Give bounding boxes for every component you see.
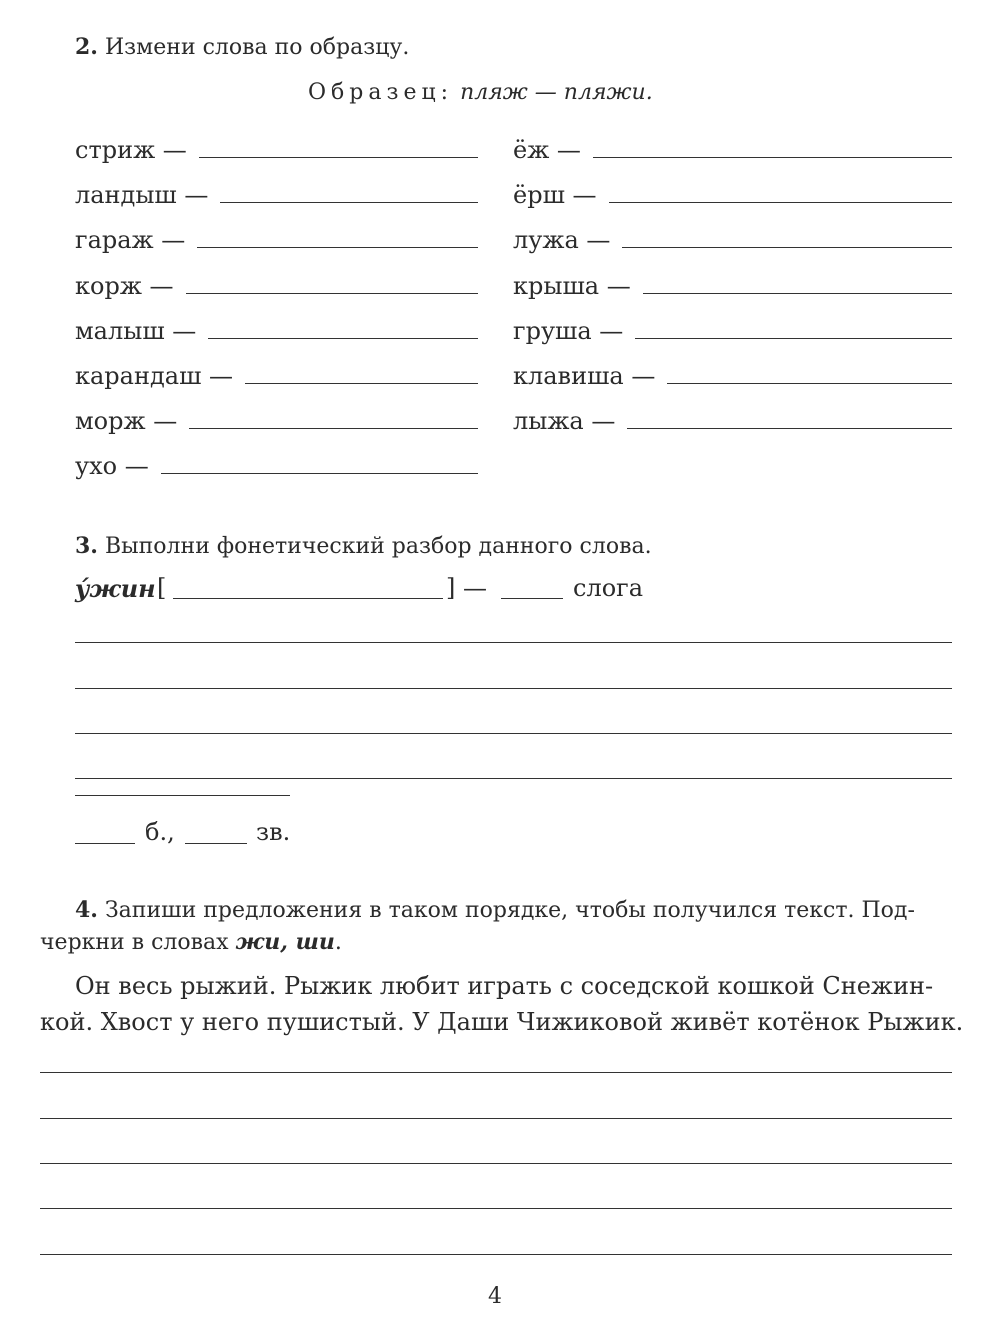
word-row (513, 136, 952, 164)
task4-instruction-line1 (75, 897, 915, 923)
task4-instruction-text: Запиши предложения в таком порядке, чтобы получился текст. Под- (104, 898, 915, 923)
word-row (513, 226, 952, 254)
analysis-line-5[interactable] (75, 795, 290, 796)
task4-number: 4. (75, 897, 98, 923)
task2-instruction: Измени слова по образцу. (104, 35, 410, 60)
word-label: груша — (513, 316, 624, 345)
sample-label: Образец: (308, 80, 454, 105)
answer-blank[interactable] (161, 473, 478, 474)
word-row (75, 226, 478, 254)
analysis-line-2[interactable] (75, 688, 952, 689)
analysis-line-1[interactable] (75, 642, 952, 643)
task3-number: 3. (75, 533, 98, 559)
page-number: 4 (488, 1284, 502, 1309)
word-analysis-line (75, 574, 156, 603)
word-label: лужа — (513, 226, 611, 255)
sample-value: пляж — пляжи. (460, 80, 653, 105)
letters-count-blank[interactable] (75, 843, 135, 844)
answer-line-5[interactable] (40, 1254, 952, 1255)
word-row (75, 272, 478, 300)
word-label: лыжа — (513, 407, 616, 436)
transcription-blank[interactable] (173, 598, 443, 599)
syllable-count-blank[interactable] (501, 598, 563, 599)
word-row (75, 452, 478, 480)
answer-blank[interactable] (245, 383, 478, 384)
word-row (75, 317, 478, 345)
sounds-suffix: зв. (256, 818, 291, 846)
word-label: гараж — (75, 226, 186, 255)
task2-heading (75, 34, 409, 60)
answer-blank[interactable] (189, 428, 478, 429)
sounds-count-blank[interactable] (185, 843, 247, 844)
analysis-line-3[interactable] (75, 733, 952, 734)
answer-line-1[interactable] (40, 1072, 952, 1073)
task4-instruction-line2 (40, 929, 342, 955)
answer-blank[interactable] (186, 293, 478, 294)
word-label: ёж — (513, 136, 581, 164)
word-label: карандаш — (75, 362, 234, 390)
word-label: ёрш — (513, 181, 597, 210)
word-row (513, 272, 952, 300)
task4-text-line1: Он весь рыжий. Рыжик любит играть с соседской кошкой Снежин- (75, 972, 934, 1000)
word-row (75, 407, 478, 435)
word-label: морж — (75, 407, 178, 436)
task4-letter-combos: жи, ши (235, 929, 335, 955)
answer-blank[interactable] (220, 202, 478, 203)
task4-instruction-suffix: . (334, 930, 342, 955)
word-row (513, 407, 952, 435)
task3-instruction: Выполни фонетический разбор данного слова. (104, 534, 652, 559)
answer-blank[interactable] (635, 338, 952, 339)
word-row (75, 362, 478, 390)
answer-blank[interactable] (643, 293, 952, 294)
answer-blank[interactable] (609, 202, 952, 203)
word-label: малыш — (75, 316, 197, 345)
answer-blank[interactable] (622, 247, 952, 248)
analysis-word: у́жин (75, 574, 156, 603)
answer-blank[interactable] (667, 383, 952, 384)
word-label: ухо — (75, 452, 149, 481)
sample-line (308, 80, 653, 105)
task4-instruction-prefix: черкни в словах (40, 930, 229, 955)
word-row (75, 136, 478, 164)
word-row (513, 181, 952, 209)
answer-blank[interactable] (197, 247, 478, 248)
answer-line-3[interactable] (40, 1163, 952, 1164)
syllables-suffix: слога (573, 574, 644, 602)
task4-text-line2: кой. Хвост у него пушистый. У Даши Чижиковой живёт котёнок Рыжик. (40, 1008, 964, 1036)
word-row (75, 181, 478, 209)
word-label: ландыш — (75, 181, 209, 210)
answer-line-2[interactable] (40, 1118, 952, 1119)
task3-heading (75, 533, 652, 559)
answer-blank[interactable] (593, 157, 952, 158)
letters-suffix: б., (145, 818, 175, 846)
word-label: корж — (75, 271, 174, 300)
answer-blank[interactable] (208, 338, 478, 339)
close-bracket: ] — (446, 574, 487, 602)
word-label: крыша — (513, 271, 631, 300)
analysis-line-4[interactable] (75, 778, 952, 779)
word-label: стриж — (75, 136, 187, 164)
task2-number: 2. (75, 34, 98, 60)
word-row (513, 362, 952, 390)
answer-line-4[interactable] (40, 1208, 952, 1209)
answer-blank[interactable] (199, 157, 478, 158)
answer-blank[interactable] (627, 428, 952, 429)
word-row (513, 317, 952, 345)
word-label: клавиша — (513, 362, 656, 390)
open-bracket: [ (157, 574, 167, 602)
